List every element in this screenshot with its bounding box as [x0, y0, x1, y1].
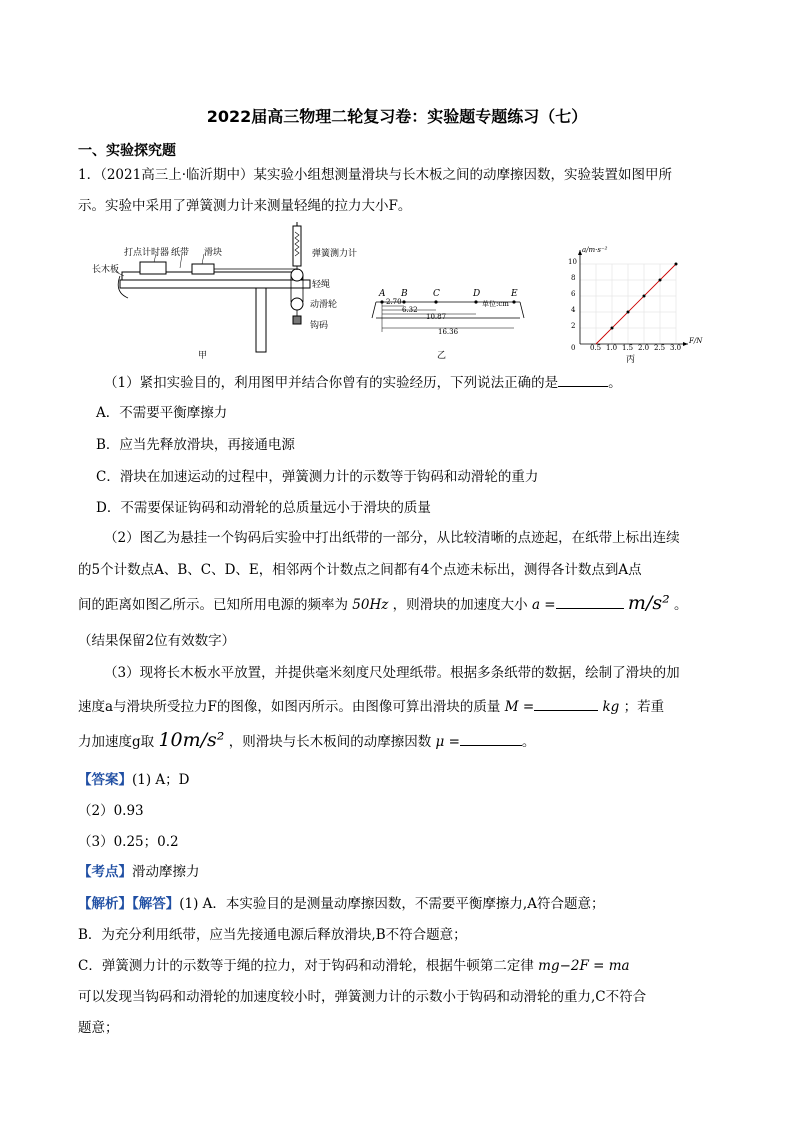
graph-ylabel: a/m·s⁻² — [582, 246, 608, 254]
label-spring-scale: 弹簧测力计 — [312, 249, 358, 259]
analysis-line-2: B．为充分利用纸带，应当先接通电源后释放滑块,B不符合题意； — [78, 927, 467, 943]
label-rope: 轻绳 — [312, 280, 331, 290]
option-c: C．滑块在加速运动的过程中，弹簧测力计的示数等于钩码和动滑轮的重力 — [96, 469, 539, 485]
graph-origin: 0 — [571, 344, 576, 352]
tape-distance-ab: 2.70 — [386, 298, 402, 306]
analysis-line-1: 【解析】【解答】(1) A．本实验目的是测量动摩擦因数，不需要平衡摩擦力,A符合题意； — [78, 896, 605, 912]
answer-line-1: 【答案】(1) A；D — [78, 772, 190, 788]
question-stem: 1．（2021高三上·临沂期中）某实验小组想测量滑块与长木板之间的动摩擦因数，实验装置如图甲所 — [78, 167, 672, 183]
tape-point-a: A — [379, 289, 386, 299]
graph-xtick: 3.0 — [670, 344, 682, 352]
graph-ytick: 8 — [571, 274, 576, 282]
tape-distance-ae: 16.36 — [438, 328, 459, 336]
answer-line-3: （3）0.25；0.2 — [78, 834, 179, 850]
label-timer: 打点计时器 — [124, 248, 170, 258]
answer-blank-3[interactable] — [534, 696, 598, 711]
answer-line-2: （2）0.93 — [78, 803, 144, 819]
subquestion-2-line-1: （2）图乙为悬挂一个钩码后实验中打出纸带的一部分，从比较清晰的点迹起，在纸带上标出连续 — [104, 530, 680, 546]
figure-group — [90, 222, 710, 365]
answer-blank-1[interactable] — [558, 372, 608, 387]
tape-point-e: E — [511, 289, 518, 299]
label-tape: 纸带 — [171, 248, 190, 258]
question-stem-cont: 示。实验中采用了弹簧测力计来测量轻绳的拉力大小F。 — [78, 198, 412, 214]
figure-bing-graph — [552, 222, 710, 362]
option-d: D．不需要保证钩码和动滑轮的总质量远小于滑块的质量 — [96, 500, 431, 516]
subquestion-3-line-3: 力加速度g取 10m/s² ，则滑块与长木板间的动摩擦因数 μ = 。 — [78, 729, 536, 751]
graph-ytick: 10 — [568, 258, 577, 266]
figure-jia-apparatus — [90, 222, 370, 362]
subquestion-3-line-2: 速度a与滑块所受拉力F的图像，如图丙所示。由图像可算出滑块的质量 M = kg ；若重 — [78, 696, 664, 717]
caption-bing: 丙 — [626, 355, 636, 365]
option-b: B．应当先释放滑块，再接通电源 — [96, 437, 295, 453]
graph-ytick: 6 — [571, 290, 576, 298]
section-heading: 一、实验探究题 — [78, 143, 176, 159]
graph-xtick: 1.0 — [606, 344, 618, 352]
answer-blank-2[interactable] — [556, 594, 624, 609]
tape-point-b: B — [401, 289, 408, 299]
answer-blank-4[interactable] — [460, 731, 522, 746]
subquestion-2-note: （结果保留2位有效数字） — [78, 633, 236, 649]
analysis-line-4: 可以发现当钩码和动滑轮的加速度较小时，弹簧测力计的示数小于钩码和动滑轮的重力,C不符合 — [78, 989, 647, 1005]
option-a: A．不需要平衡摩擦力 — [96, 405, 228, 421]
caption-yi: 乙 — [437, 351, 447, 361]
subquestion-2-line-3: 间的距离如图乙所示。已知所用电源的频率为 50Hz ，则滑块的加速度大小 a = m/s² 。 — [78, 592, 688, 614]
graph-xtick: 2.0 — [638, 344, 650, 352]
tape-unit: 单位:cm — [482, 300, 509, 308]
tape-distance-ad: 10.87 — [426, 313, 447, 321]
subquestion-2-line-2: 的5个计数点A、B、C、D、E，相邻两个计数点之间都有4个点迹未标出，测得各计数点到A点 — [78, 562, 642, 578]
subquestion-1: （1）紧扣实验目的，利用图甲并结合你曾有的实验经历，下列说法正确的是 。 — [104, 372, 622, 393]
analysis-line-5: 题意； — [78, 1020, 119, 1036]
tape-point-d: D — [473, 289, 481, 299]
label-weight: 钩码 — [310, 321, 329, 331]
figure-yi-tape — [370, 222, 530, 362]
label-movable-pulley: 动滑轮 — [310, 300, 338, 310]
analysis-line-3: C．弹簧测力计的示数等于绳的拉力，对于钩码和动滑轮，根据牛顿第二定律 mg−2F = ma — [78, 958, 630, 974]
graph-xtick: 1.5 — [622, 344, 634, 352]
tape-distance-ac: 6.32 — [402, 306, 418, 314]
graph-xlabel: F/N — [689, 337, 703, 345]
label-board: 长木板 — [92, 265, 120, 275]
kaodian-line: 【考点】滑动摩擦力 — [78, 864, 200, 880]
graph-ytick: 4 — [571, 306, 576, 314]
graph-xtick: 2.5 — [654, 344, 666, 352]
caption-jia: 甲 — [198, 351, 208, 361]
label-block: 滑块 — [204, 248, 223, 258]
tape-point-c: C — [433, 289, 440, 299]
page-title: 2022届高三物理二轮复习卷：实验题专题练习（七） — [206, 107, 588, 126]
subquestion-3-line-1: （3）现将长木板水平放置，并提供毫米刻度尺处理纸带。根据多条纸带的数据，绘制了滑块的加 — [104, 665, 680, 681]
graph-xtick: 0.5 — [590, 344, 602, 352]
graph-ytick: 2 — [571, 322, 576, 330]
